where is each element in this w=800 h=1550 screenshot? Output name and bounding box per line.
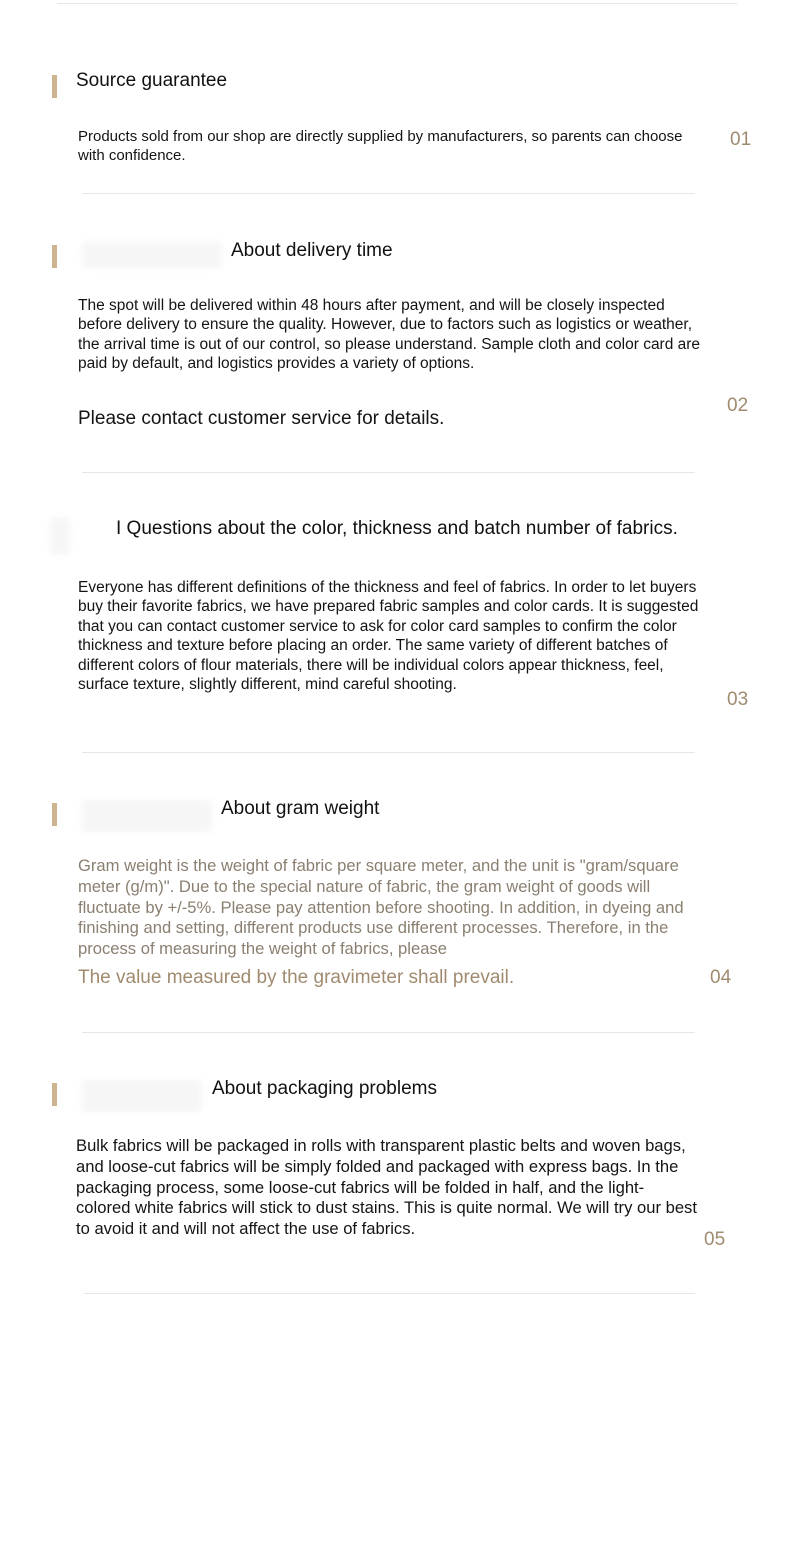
blurred-heading-shadow: [82, 800, 212, 832]
section-body: Everyone has different definitions of the thickness and feel of fabrics. In order to let buyers buy their favorite fabrics, we have prepared fabric samples and color cards. It is suggested that you can contact customer service to ask for color card samples to confirm the color thickness and texture before placing an order. The same variety of different batches of different colors of flour materials, there will be individual colors appear thickness, feel, surface texture, slightly different, mind careful shooting.: [78, 579, 699, 694]
section-number: 01: [730, 129, 752, 150]
section-number: 03: [727, 689, 749, 710]
blurred-heading-shadow: [82, 1080, 202, 1112]
section-heading: Source guarantee: [76, 70, 228, 91]
section-accent-bar: [52, 245, 57, 268]
section-divider: [82, 472, 695, 473]
section-number: 05: [704, 1229, 726, 1250]
section-body: Bulk fabrics will be packaged in rolls with transparent plastic belts and woven bags, and loose-cut fabrics will be simply folded and packaged with express bags. In the packaging process, some loose-cut fabrics will be folded in half, and the light-colored white fabrics will stick to dust stains. This is quite normal. We will try our best to avoid it and will not affect the use of fabrics.: [76, 1136, 697, 1239]
section-body: Products sold from our shop are directly supplied by manufacturers, so parents can choose with confidence.: [78, 128, 683, 164]
blurred-heading-shadow: [50, 518, 70, 554]
section-number: 04: [710, 967, 732, 988]
section-number: 02: [727, 395, 749, 416]
section-heading: About packaging problems: [212, 1078, 437, 1099]
section-heading: About gram weight: [221, 798, 380, 819]
section-accent-bar: [52, 75, 57, 98]
section-divider: [82, 193, 695, 194]
section-divider: [84, 1293, 695, 1294]
section-divider: [82, 752, 695, 753]
section-body: Gram weight is the weight of fabric per square meter, and the unit is "gram/square meter (g/m)". Due to the special nature of fabric, the gram weight of goods will fluctuate by +/-5%. Please pay attention before shooting. In addition, in dyeing and finishing and setting, different products use different processes. Therefore, in the process of measuring the weight of fabrics, please: [78, 856, 684, 959]
gravimeter-note: The value measured by the gravimeter shall prevail.: [78, 967, 515, 988]
top-divider: [57, 3, 737, 4]
blurred-heading-shadow: [82, 242, 222, 268]
section-accent-bar: [52, 803, 57, 826]
contact-note: Please contact customer service for details.: [78, 408, 445, 429]
section-divider: [82, 1032, 695, 1033]
section-body: The spot will be delivered within 48 hours after payment, and will be closely inspected before delivery to ensure the quality. However, due to factors such as logistics or weather, the arrival time is out of our control, so please understand. Sample cloth and color card are paid by default, and logistics provides a variety of options.: [78, 297, 701, 373]
section-heading: I Questions about the color, thickness and batch number of fabrics.: [116, 518, 678, 539]
section-heading: About delivery time: [231, 240, 393, 261]
section-accent-bar: [52, 1083, 57, 1106]
